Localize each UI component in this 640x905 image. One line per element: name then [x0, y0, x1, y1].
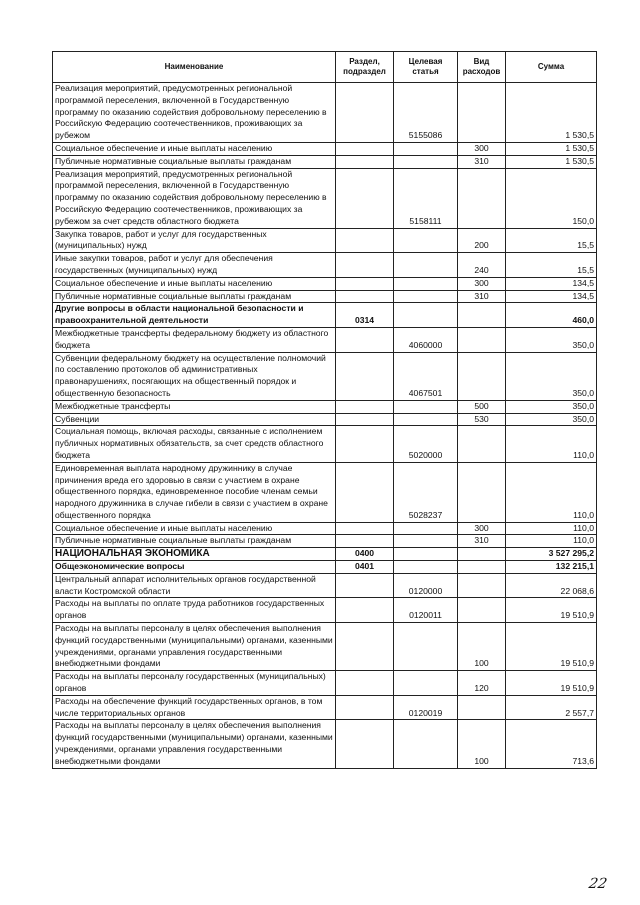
cell-kind: 100 [458, 623, 506, 671]
cell-section [336, 327, 394, 352]
cell-section: 0401 [336, 561, 394, 574]
table-row [53, 522, 597, 535]
table-row [53, 253, 597, 278]
cell-target [394, 720, 458, 768]
cell-name: Реализация мероприятий, предусмотренных региональной программой переселения, включенной в Государственную программу по оказанию содействия добровольному переселению в Российскую Федерацию соотечественников, проживающих за рубежом за счет средств областного бюджета [53, 168, 336, 228]
cell-sum: 132 215,1 [506, 561, 597, 574]
cell-section [336, 522, 394, 535]
header-section: Раздел, подраздел [336, 52, 394, 83]
cell-target: 4067501 [394, 352, 458, 400]
cell-sum: 15,5 [506, 253, 597, 278]
table-row [53, 573, 597, 598]
cell-section [336, 228, 394, 253]
cell-name: Центральный аппарат исполнительных органов государственной власти Костромской области [53, 573, 336, 598]
cell-kind [458, 462, 506, 522]
cell-section [336, 462, 394, 522]
cell-section [336, 426, 394, 462]
cell-name: НАЦИОНАЛЬНАЯ ЭКОНОМИКА [53, 548, 336, 561]
table-row [53, 303, 597, 328]
cell-name: Иные закупки товаров, работ и услуг для обеспечения государственных (муниципальных) нужд [53, 253, 336, 278]
table-row [53, 426, 597, 462]
cell-kind [458, 303, 506, 328]
cell-kind [458, 352, 506, 400]
cell-section [336, 290, 394, 303]
cell-sum: 350,0 [506, 352, 597, 400]
cell-target: 5158111 [394, 168, 458, 228]
cell-name: Публичные нормативные социальные выплаты гражданам [53, 535, 336, 548]
table-row [53, 83, 597, 143]
cell-name: Социальное обеспечение и иные выплаты населению [53, 522, 336, 535]
table-row [53, 400, 597, 413]
cell-sum: 22 068,6 [506, 573, 597, 598]
cell-kind [458, 548, 506, 561]
cell-sum: 1 530,5 [506, 142, 597, 155]
cell-kind [458, 561, 506, 574]
cell-target [394, 290, 458, 303]
cell-name: Социальная помощь, включая расходы, связанные с исполнением публичных нормативных обязательств, за счет средств областного бюджета [53, 426, 336, 462]
cell-target [394, 671, 458, 696]
cell-name: Расходы на обеспечение функций государственных органов, в том числе территориальных органов [53, 695, 336, 720]
cell-sum: 110,0 [506, 535, 597, 548]
cell-name: Расходы на выплаты персоналу в целях обеспечения выполнения функций государственными (муниципальными) органами, казенными учреждениями, органами управления государственными внебюджетными фондами [53, 720, 336, 768]
table-row [53, 327, 597, 352]
cell-target: 0120019 [394, 695, 458, 720]
table-row [53, 695, 597, 720]
table-header-row [53, 52, 597, 83]
cell-kind: 200 [458, 228, 506, 253]
cell-name: Закупка товаров, работ и услуг для государственных (муниципальных) нужд [53, 228, 336, 253]
cell-target [394, 522, 458, 535]
table-row [53, 413, 597, 426]
cell-sum: 150,0 [506, 168, 597, 228]
cell-name: Реализация мероприятий, предусмотренных региональной программой переселения, включенной в Государственную программу по оказанию содействия добровольному переселению в Российскую Федерацию соотечественников, проживающих за рубежом [53, 83, 336, 143]
cell-kind [458, 573, 506, 598]
cell-target [394, 623, 458, 671]
cell-sum: 19 510,9 [506, 671, 597, 696]
cell-sum: 110,0 [506, 522, 597, 535]
table-row [53, 598, 597, 623]
cell-name: Публичные нормативные социальные выплаты гражданам [53, 155, 336, 168]
cell-section [336, 720, 394, 768]
cell-name: Социальное обеспечение и иные выплаты населению [53, 142, 336, 155]
cell-target [394, 535, 458, 548]
cell-section [336, 277, 394, 290]
header-sum: Сумма [506, 52, 597, 83]
cell-kind: 310 [458, 535, 506, 548]
table-row [53, 561, 597, 574]
cell-kind: 300 [458, 142, 506, 155]
table-row [53, 535, 597, 548]
table-row [53, 623, 597, 671]
cell-target [394, 400, 458, 413]
table-row [53, 155, 597, 168]
cell-section [336, 400, 394, 413]
cell-section [336, 623, 394, 671]
table-row [53, 462, 597, 522]
budget-table [52, 51, 597, 769]
cell-kind: 300 [458, 277, 506, 290]
cell-section [336, 83, 394, 143]
cell-name: Расходы на выплаты персоналу государственных (муниципальных) органов [53, 671, 336, 696]
cell-sum: 1 530,5 [506, 155, 597, 168]
cell-kind [458, 426, 506, 462]
table-row [53, 228, 597, 253]
table-row [53, 352, 597, 400]
cell-kind: 300 [458, 522, 506, 535]
cell-section [336, 671, 394, 696]
cell-target [394, 413, 458, 426]
cell-sum: 3 527 295,2 [506, 548, 597, 561]
cell-target [394, 142, 458, 155]
cell-sum: 713,6 [506, 720, 597, 768]
cell-section: 0400 [336, 548, 394, 561]
table-row [53, 548, 597, 561]
cell-sum: 1 530,5 [506, 83, 597, 143]
cell-sum: 19 510,9 [506, 623, 597, 671]
cell-sum: 460,0 [506, 303, 597, 328]
cell-name: Общеэкономические вопросы [53, 561, 336, 574]
cell-name: Расходы на выплаты персоналу в целях обеспечения выполнения функций государственными (муниципальными) органами, казенными учреждениями, органами управления государственными внебюджетными фондами [53, 623, 336, 671]
cell-target [394, 228, 458, 253]
cell-kind: 310 [458, 290, 506, 303]
cell-sum: 350,0 [506, 413, 597, 426]
cell-sum: 19 510,9 [506, 598, 597, 623]
cell-target [394, 277, 458, 290]
cell-section [336, 253, 394, 278]
cell-name: Субвенции федеральному бюджету на осуществление полномочий по составлению протоколов об административных правонарушениях, посягающих на общественный порядок и общественную безопасность [53, 352, 336, 400]
cell-kind [458, 83, 506, 143]
cell-name: Единовременная выплата народному дружиннику в случае причинения вреда его здоровью в связи с участием в охране общественного порядка, единовременное пособие членам семьи народного дружинника в случае гибели в связи с участием в охране общественного порядка [53, 462, 336, 522]
cell-kind: 500 [458, 400, 506, 413]
cell-target: 5028237 [394, 462, 458, 522]
cell-name: Социальное обеспечение и иные выплаты населению [53, 277, 336, 290]
cell-target: 5155086 [394, 83, 458, 143]
cell-name: Межбюджетные трансферты [53, 400, 336, 413]
cell-section [336, 413, 394, 426]
cell-target [394, 155, 458, 168]
cell-target: 0120011 [394, 598, 458, 623]
cell-kind: 530 [458, 413, 506, 426]
table-row [53, 277, 597, 290]
cell-section: 0314 [336, 303, 394, 328]
cell-target: 0120000 [394, 573, 458, 598]
header-target: Целевая статья [394, 52, 458, 83]
cell-kind: 100 [458, 720, 506, 768]
table-row [53, 142, 597, 155]
cell-name: Публичные нормативные социальные выплаты гражданам [53, 290, 336, 303]
cell-target: 5020000 [394, 426, 458, 462]
table-row [53, 720, 597, 768]
cell-target [394, 303, 458, 328]
cell-sum: 2 557,7 [506, 695, 597, 720]
cell-name: Другие вопросы в области национальной безопасности и правоохранительной деятельности [53, 303, 336, 328]
cell-section [336, 535, 394, 548]
cell-sum: 15,5 [506, 228, 597, 253]
cell-name: Межбюджетные трансферты федеральному бюджету из областного бюджета [53, 327, 336, 352]
cell-section [336, 352, 394, 400]
cell-section [336, 573, 394, 598]
cell-sum: 350,0 [506, 327, 597, 352]
header-kind: Вид расходов [458, 52, 506, 83]
cell-kind: 240 [458, 253, 506, 278]
cell-kind [458, 168, 506, 228]
cell-name: Расходы на выплаты по оплате труда работников государственных органов [53, 598, 336, 623]
cell-kind: 120 [458, 671, 506, 696]
cell-name: Субвенции [53, 413, 336, 426]
header-name: Наименование [53, 52, 336, 83]
cell-section [336, 155, 394, 168]
cell-section [336, 168, 394, 228]
cell-kind [458, 695, 506, 720]
cell-sum: 350,0 [506, 400, 597, 413]
table-row [53, 671, 597, 696]
cell-kind [458, 598, 506, 623]
cell-target [394, 548, 458, 561]
page-number: 22 [587, 876, 609, 892]
cell-target: 4060000 [394, 327, 458, 352]
table-row [53, 290, 597, 303]
cell-section [336, 142, 394, 155]
cell-sum: 134,5 [506, 277, 597, 290]
cell-section [336, 598, 394, 623]
cell-kind [458, 327, 506, 352]
cell-sum: 110,0 [506, 462, 597, 522]
cell-target [394, 561, 458, 574]
table-row [53, 168, 597, 228]
cell-section [336, 695, 394, 720]
cell-kind: 310 [458, 155, 506, 168]
table-body [53, 83, 597, 769]
cell-target [394, 253, 458, 278]
cell-sum: 134,5 [506, 290, 597, 303]
cell-sum: 110,0 [506, 426, 597, 462]
